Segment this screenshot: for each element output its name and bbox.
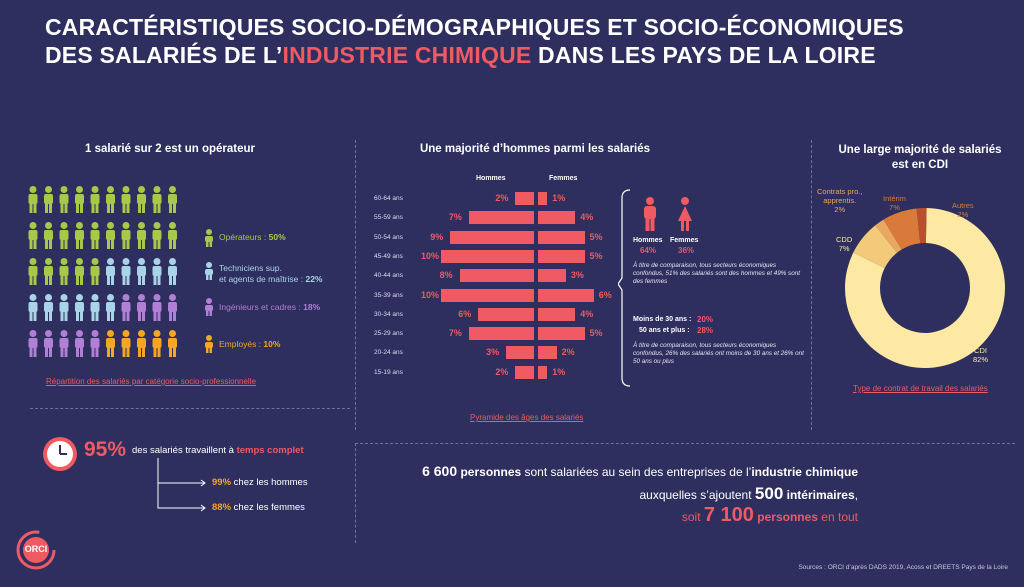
person-icon xyxy=(137,222,146,249)
bar-women xyxy=(538,346,557,359)
person-icon xyxy=(137,186,146,213)
age-label: 55-59 ans xyxy=(374,214,403,222)
bracket xyxy=(618,188,632,388)
pyramid-women-header: Femmes xyxy=(549,175,578,182)
person-icon xyxy=(29,258,38,285)
person-icon xyxy=(122,330,131,357)
label-women-pct: 6% xyxy=(598,289,612,300)
employee-icon xyxy=(204,335,214,358)
csp-caption: Répartition des salariés par catégorie socio-professionnelle xyxy=(46,377,256,386)
divider xyxy=(811,140,812,430)
bar-men xyxy=(469,211,534,224)
age-label: 20-24 ans xyxy=(374,349,403,357)
person-icon xyxy=(44,294,53,321)
person-icon xyxy=(44,186,53,213)
person-icon xyxy=(106,330,115,357)
label-men-pct: 10% xyxy=(421,250,440,261)
label-women-pct: 4% xyxy=(580,308,594,319)
pyramid-men-header: Hommes xyxy=(476,175,506,182)
under30-value: 20% xyxy=(697,315,714,324)
label-women-pct: 5% xyxy=(589,231,603,242)
bar-women xyxy=(538,250,585,263)
person-icon xyxy=(75,330,84,357)
label-men-pct: 7% xyxy=(448,328,462,339)
pyramid-caption: Pyramide des âges des salariés xyxy=(470,413,584,422)
person-icon xyxy=(168,330,177,357)
woman-icon xyxy=(677,197,693,236)
csp-heading: 1 salarié sur 2 est un opérateur xyxy=(84,143,256,155)
person-icon xyxy=(106,294,115,321)
bar-women xyxy=(538,231,585,244)
person-icon xyxy=(60,258,69,285)
label-contrats-pro: Contrats pro., apprentis. 2% xyxy=(817,187,863,214)
person-icon xyxy=(137,258,146,285)
label-cdi: CDI 82% xyxy=(973,346,989,364)
bar-men xyxy=(515,192,534,205)
over50-label: 50 ans et plus : xyxy=(639,327,690,334)
man-icon xyxy=(643,197,657,236)
age-label: 35-39 ans xyxy=(374,291,403,299)
headcount-line-1: 6 600 personnes sont salariées au sein des entreprises de l’industrie chimique xyxy=(422,463,858,479)
label-men-pct: 9% xyxy=(430,231,444,242)
person-icon xyxy=(29,186,38,213)
divider xyxy=(355,443,1015,444)
person-icon xyxy=(106,258,115,285)
bar-women xyxy=(538,327,585,340)
fulltime-text: des salariés travaillent à temps complet xyxy=(132,445,304,456)
bar-women xyxy=(538,211,575,224)
person-icon xyxy=(122,258,131,285)
bar-men xyxy=(460,269,534,282)
people-grid xyxy=(28,186,188,358)
label-autres: Autres 2% xyxy=(952,201,974,219)
person-icon xyxy=(122,186,131,213)
person-icon xyxy=(75,222,84,249)
person-icon xyxy=(122,222,131,249)
age-label: 25-29 ans xyxy=(374,330,403,338)
person-icon xyxy=(168,294,177,321)
legend-operateurs: Opérateurs : 50% xyxy=(219,232,286,242)
person-icon xyxy=(153,258,162,285)
person-icon xyxy=(153,186,162,213)
person-icon xyxy=(153,294,162,321)
label-men-pct: 2% xyxy=(495,366,509,377)
title-text: DANS LES PAYS DE LA LOIRE xyxy=(531,42,876,68)
label-women-pct: 2% xyxy=(561,347,575,358)
label-women-pct: 5% xyxy=(589,328,603,339)
orci-logo xyxy=(14,528,58,577)
bar-men xyxy=(515,366,534,379)
label-interim: Intérim 7% xyxy=(883,194,906,212)
person-icon xyxy=(168,186,177,213)
under30-label: Moins de 30 ans : xyxy=(633,316,692,323)
men-share: 64% xyxy=(640,246,657,255)
engineer-icon xyxy=(204,298,214,321)
person-icon xyxy=(106,222,115,249)
women-label: Femmes xyxy=(670,237,699,244)
person-icon xyxy=(153,330,162,357)
person-icon xyxy=(29,294,38,321)
person-icon xyxy=(106,186,115,213)
person-icon xyxy=(122,294,131,321)
person-icon xyxy=(137,330,146,357)
person-icon xyxy=(91,330,100,357)
age-label: 45-49 ans xyxy=(374,252,403,260)
title-text: DES SALARIÉS DE L’ xyxy=(45,42,283,68)
label-men-pct: 7% xyxy=(448,212,462,223)
label-cdd: CDD 7% xyxy=(836,235,853,253)
operator-icon xyxy=(204,229,214,252)
person-icon xyxy=(168,222,177,249)
person-icon xyxy=(44,330,53,357)
age-label: 60-64 ans xyxy=(374,195,403,202)
person-icon xyxy=(91,294,100,321)
person-icon xyxy=(153,222,162,249)
age-label: 15-19 ans xyxy=(374,368,403,376)
bar-women xyxy=(538,289,594,302)
bar-women xyxy=(538,192,547,205)
person-icon xyxy=(29,222,38,249)
contract-heading: Une large majorité de salariés est en CDI xyxy=(838,144,1002,171)
pyramid-heading: Une majorité d’hommes parmi les salariés xyxy=(419,143,651,155)
age-label: 30-34 ans xyxy=(374,310,403,318)
fulltime-men: 99% chez les hommes xyxy=(212,477,308,488)
person-icon xyxy=(168,258,177,285)
source-note: Sources : ORCI d’après DADS 2019, Acoss et DREETS Pays de la Loire xyxy=(798,564,1008,571)
bar-men xyxy=(441,289,534,302)
label-women-pct: 3% xyxy=(570,270,584,281)
page-title-line-1: CARACTÉRISTIQUES SOCIO-DÉMOGRAPHIQUES ET SOCIO-ÉCONOMIQUES xyxy=(45,14,904,40)
legend-ingenieurs: Ingénieurs et cadres : 18% xyxy=(219,302,321,312)
person-icon xyxy=(60,294,69,321)
bar-women xyxy=(538,269,566,282)
clock-icon xyxy=(42,436,78,477)
bar-men xyxy=(506,346,534,359)
person-icon xyxy=(91,186,100,213)
legend-employes: Employés : 10% xyxy=(219,339,281,349)
label-women-pct: 5% xyxy=(589,250,603,261)
fulltime-women: 88% chez les femmes xyxy=(212,502,305,513)
page-title-line-2 xyxy=(45,42,876,69)
bar-men xyxy=(450,231,534,244)
person-icon xyxy=(75,294,84,321)
label-men-pct: 8% xyxy=(439,270,453,281)
label-women-pct: 1% xyxy=(552,193,566,203)
person-icon xyxy=(44,222,53,249)
person-icon xyxy=(60,222,69,249)
age-label: 50-54 ans xyxy=(374,233,403,241)
fulltime-connector xyxy=(150,458,210,516)
person-icon xyxy=(44,258,53,285)
person-icon xyxy=(60,186,69,213)
fulltime-percentage: 95% xyxy=(84,438,127,461)
comparison-note-gender: À titre de comparaison, tous secteurs économiques confondus, 51% des salariés sont des hommes et 49% sont des femmes xyxy=(633,262,800,285)
logo-text: ORCI xyxy=(24,544,48,554)
label-men-pct: 2% xyxy=(495,193,509,203)
person-icon xyxy=(29,330,38,357)
label-men-pct: 3% xyxy=(486,347,500,358)
comparison-note-age: À titre de comparaison, tous secteurs économiques confondus, 26% des salariés ont moins de 30 ans et 26% ont 50 ans ou plus xyxy=(633,342,804,365)
headcount-line-3: soit 7 100 personnes en tout xyxy=(681,504,858,526)
person-icon xyxy=(91,258,100,285)
label-men-pct: 6% xyxy=(458,308,472,319)
headcount-line-2: auxquelles s’ajoutent 500 intérimaires, xyxy=(639,484,858,503)
divider xyxy=(355,140,356,430)
person-icon xyxy=(60,330,69,357)
bar-women xyxy=(538,308,575,321)
legend-techniciens: Techniciens sup. et agents de maîtrise : 22% xyxy=(219,263,323,284)
title-accent: INDUSTRIE CHIMIQUE xyxy=(282,42,532,68)
label-women-pct: 4% xyxy=(580,212,594,223)
person-icon xyxy=(75,186,84,213)
bar-men xyxy=(478,308,534,321)
over50-value: 28% xyxy=(697,326,714,335)
person-icon xyxy=(75,258,84,285)
age-label: 40-44 ans xyxy=(374,272,403,280)
contract-caption: Type de contrat de travail des salariés xyxy=(853,384,988,393)
bar-women xyxy=(538,366,547,379)
person-icon xyxy=(137,294,146,321)
divider xyxy=(355,443,356,543)
divider xyxy=(30,408,350,409)
label-men-pct: 10% xyxy=(421,289,440,300)
bar-men xyxy=(469,327,534,340)
technician-icon xyxy=(204,262,214,285)
women-share: 36% xyxy=(678,246,695,255)
person-icon xyxy=(91,222,100,249)
bar-men xyxy=(441,250,534,263)
men-label: Hommes xyxy=(633,237,663,244)
label-women-pct: 1% xyxy=(552,366,566,377)
